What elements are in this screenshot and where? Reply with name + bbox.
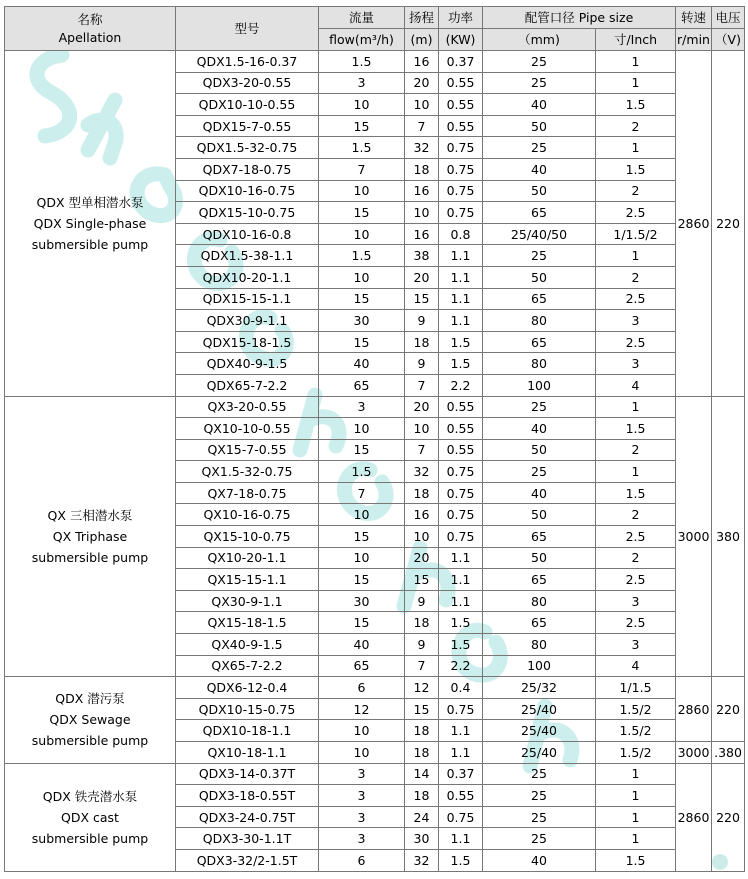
pipe-mm-cell: 25 [483, 806, 596, 828]
head-cell: 30 [405, 828, 439, 850]
flow-cell: 6 [319, 849, 405, 871]
head-cell: 18 [405, 331, 439, 353]
pipe-inch-cell: 2.5 [596, 288, 676, 310]
model-cell: QX1.5-32-0.75 [176, 461, 319, 483]
head-cell: 16 [405, 180, 439, 202]
model-cell: QX65-7-2.2 [176, 655, 319, 677]
power-cell: 1.1 [439, 569, 483, 591]
power-cell: 0.37 [439, 51, 483, 73]
power-cell: 0.75 [439, 202, 483, 224]
power-cell: 0.75 [439, 504, 483, 526]
flow-cell: 3 [319, 763, 405, 785]
pipe-inch-cell: 2 [596, 504, 676, 526]
group-label-line: QDX 铁壳潜水泵 [42, 788, 138, 804]
head-cell: 20 [405, 266, 439, 288]
head-cell: 10 [405, 526, 439, 548]
model-cell: QDX15-18-1.5 [176, 331, 319, 353]
power-cell: 0.55 [439, 418, 483, 440]
model-cell: QDX10-16-0.75 [176, 180, 319, 202]
model-cell: QX15-10-0.75 [176, 526, 319, 548]
pipe-mm-cell: 25 [483, 785, 596, 807]
voltage-cell: 220 [712, 763, 745, 871]
pipe-mm-cell: 80 [483, 310, 596, 332]
model-cell: QDX15-15-1.1 [176, 288, 319, 310]
power-cell: 0.55 [439, 439, 483, 461]
flow-cell: 6 [319, 677, 405, 699]
flow-cell: 15 [319, 115, 405, 137]
pipe-mm-cell: 50 [483, 547, 596, 569]
pipe-inch-cell: 1.5 [596, 94, 676, 116]
group-label-line: submersible pump [31, 549, 149, 565]
flow-cell: 30 [319, 590, 405, 612]
pipe-inch-cell: 1/1.5/2 [596, 223, 676, 245]
model-cell: QX15-18-1.5 [176, 612, 319, 634]
model-cell: QDX65-7-2.2 [176, 374, 319, 396]
flow-cell: 1.5 [319, 245, 405, 267]
model-cell: QDX3-30-1.1T [176, 828, 319, 850]
pipe-inch-cell: 4 [596, 655, 676, 677]
table-row [5, 51, 745, 73]
speed-cell: 2860 [676, 51, 712, 397]
power-cell: 0.37 [439, 763, 483, 785]
pipe-mm-cell: 65 [483, 526, 596, 548]
model-cell: QDX3-18-0.55T [176, 785, 319, 807]
pipe-inch-cell: 1.5 [596, 158, 676, 180]
pipe-inch-cell: 2.5 [596, 569, 676, 591]
head-cell: 14 [405, 763, 439, 785]
pipe-inch-cell: 1.5/2 [596, 720, 676, 742]
pipe-inch-cell: 1.5 [596, 849, 676, 871]
model-cell: QDX40-9-1.5 [176, 353, 319, 375]
head-cell: 20 [405, 72, 439, 94]
pipe-mm-cell: 25/40/50 [483, 223, 596, 245]
pipe-inch-cell: 4 [596, 374, 676, 396]
group-label-line: submersible pump [31, 733, 149, 749]
group-label-line: submersible pump [31, 236, 149, 252]
flow-cell: 15 [319, 288, 405, 310]
pipe-mm-cell: 100 [483, 655, 596, 677]
table-row [5, 763, 745, 785]
power-cell: 1.5 [439, 353, 483, 375]
pipe-mm-cell: 25 [483, 72, 596, 94]
flow-unit: flow(m³/h) [319, 29, 405, 51]
power-cell: 1.1 [439, 310, 483, 332]
flow-cell: 30 [319, 310, 405, 332]
pipe-inch-cell: 2 [596, 115, 676, 137]
head-cell: 15 [405, 569, 439, 591]
model-cell: QDX3-20-0.55 [176, 72, 319, 94]
pipe-mm-cell: 50 [483, 115, 596, 137]
pipe-mm-cell: 50 [483, 180, 596, 202]
power-cell: 1.5 [439, 331, 483, 353]
pipe-inch-cell: 1 [596, 137, 676, 159]
head-cell: 12 [405, 677, 439, 699]
speed-cell: 3000 [676, 396, 712, 677]
pipe-mm-cell: 40 [483, 849, 596, 871]
head-cell: 32 [405, 137, 439, 159]
pipe-inch-unit: 寸/Inch [596, 29, 676, 51]
model-cell: QDX10-18-1.1 [176, 720, 319, 742]
pipe-mm-cell: 25 [483, 245, 596, 267]
model-cell: QX3-20-0.55 [176, 396, 319, 418]
power-cell: 0.55 [439, 396, 483, 418]
power-cell: 0.75 [439, 698, 483, 720]
power-cell: 1.1 [439, 288, 483, 310]
head-cell: 18 [405, 482, 439, 504]
pipe-mm-cell: 25/40 [483, 720, 596, 742]
pipe-inch-cell: 2.5 [596, 526, 676, 548]
power-cell: 0.4 [439, 677, 483, 699]
head-cell: 10 [405, 418, 439, 440]
flow-cell: 10 [319, 180, 405, 202]
pipe-mm-cell: 40 [483, 158, 596, 180]
power-cell: 0.55 [439, 785, 483, 807]
power-cell: 2.2 [439, 655, 483, 677]
flow-cell: 3 [319, 828, 405, 850]
head-cell: 20 [405, 547, 439, 569]
model-header: 型号 [176, 7, 319, 51]
head-cell: 15 [405, 288, 439, 310]
flow-cell: 40 [319, 634, 405, 656]
power-cell: 2.2 [439, 374, 483, 396]
speed-unit: r/min [676, 29, 712, 51]
model-cell: QDX3-24-0.75T [176, 806, 319, 828]
flow-cell: 15 [319, 612, 405, 634]
power-header: 功率 [439, 7, 483, 29]
model-cell: QDX6-12-0.4 [176, 677, 319, 699]
power-cell: 0.75 [439, 482, 483, 504]
apellation-cn: 名称 [77, 11, 103, 27]
speed-header: 转速 [676, 7, 712, 29]
pipe-inch-cell: 2 [596, 266, 676, 288]
power-cell: 0.75 [439, 526, 483, 548]
model-cell: QX10-16-0.75 [176, 504, 319, 526]
pipe-inch-cell: 1 [596, 806, 676, 828]
voltage-unit: （V) [712, 29, 745, 51]
pipe-mm-cell: 65 [483, 612, 596, 634]
pipe-inch-cell: 1 [596, 828, 676, 850]
group-label [5, 51, 176, 397]
group-label-line: submersible pump [31, 830, 149, 846]
head-cell: 15 [405, 698, 439, 720]
header-row-1 [5, 7, 745, 29]
flow-cell: 10 [319, 418, 405, 440]
flow-cell: 15 [319, 331, 405, 353]
flow-cell: 40 [319, 353, 405, 375]
pipe-mm-cell: 80 [483, 590, 596, 612]
pipe-mm-cell: 25 [483, 51, 596, 73]
pipe-mm-cell: 65 [483, 569, 596, 591]
pipe-inch-cell: 1 [596, 461, 676, 483]
flow-cell: 65 [319, 655, 405, 677]
power-cell: 1.1 [439, 245, 483, 267]
head-cell: 9 [405, 634, 439, 656]
power-cell: 0.55 [439, 115, 483, 137]
pipe-mm-cell: 65 [483, 202, 596, 224]
power-cell: 1.1 [439, 828, 483, 850]
pipe-inch-cell: 1 [596, 51, 676, 73]
model-cell: QDX1.5-32-0.75 [176, 137, 319, 159]
pipe-mm-cell: 50 [483, 504, 596, 526]
pipe-mm-cell: 65 [483, 288, 596, 310]
pipe-inch-cell: 2.5 [596, 331, 676, 353]
head-cell: 10 [405, 202, 439, 224]
table-row [5, 396, 745, 418]
pipe-mm-cell: 50 [483, 266, 596, 288]
power-cell: 0.75 [439, 806, 483, 828]
model-cell: QDX10-15-0.75 [176, 698, 319, 720]
model-cell: QDX7-18-0.75 [176, 158, 319, 180]
head-cell: 32 [405, 461, 439, 483]
pipe-inch-cell: 2 [596, 180, 676, 202]
flow-header: 流量 [319, 7, 405, 29]
table-body [5, 51, 745, 872]
power-cell: 0.8 [439, 223, 483, 245]
pipe-inch-cell: 2.5 [596, 202, 676, 224]
pipe-inch-cell: 1 [596, 396, 676, 418]
pipe-mm-cell: 65 [483, 331, 596, 353]
pipe-mm-cell: 25 [483, 828, 596, 850]
group-label [5, 763, 176, 871]
power-cell: 1.1 [439, 720, 483, 742]
group-label-line: QX Triphase [52, 528, 128, 544]
flow-cell: 10 [319, 223, 405, 245]
pipe-inch-cell: 1 [596, 245, 676, 267]
model-cell: QDX15-7-0.55 [176, 115, 319, 137]
head-cell: 18 [405, 158, 439, 180]
power-cell: 0.75 [439, 137, 483, 159]
head-cell: 20 [405, 396, 439, 418]
flow-cell: 1.5 [319, 137, 405, 159]
pipe-inch-cell: 1 [596, 785, 676, 807]
pipe-inch-cell: 1 [596, 72, 676, 94]
power-cell: 1.5 [439, 849, 483, 871]
voltage-cell: 220 [712, 677, 745, 742]
pipe-inch-cell: 1.5 [596, 418, 676, 440]
power-cell: 0.55 [439, 72, 483, 94]
head-cell: 18 [405, 720, 439, 742]
flow-cell: 1.5 [319, 51, 405, 73]
model-cell: QX30-9-1.1 [176, 590, 319, 612]
pipe-inch-cell: 1 [596, 763, 676, 785]
speed-cell: 2860 [676, 763, 712, 871]
group-label-line: QDX 潜污泵 [55, 691, 125, 707]
head-cell: 7 [405, 439, 439, 461]
head-cell: 9 [405, 590, 439, 612]
apellation-header [5, 7, 176, 51]
flow-cell: 12 [319, 698, 405, 720]
flow-cell: 15 [319, 569, 405, 591]
head-cell: 38 [405, 245, 439, 267]
pipe-mm-cell: 25 [483, 137, 596, 159]
speed-cell: 3000 [676, 742, 712, 764]
model-cell: QX7-18-0.75 [176, 482, 319, 504]
pipe-mm-cell: 25 [483, 763, 596, 785]
head-cell: 16 [405, 51, 439, 73]
pipe-inch-cell: 2.5 [596, 612, 676, 634]
model-cell: QDX15-10-0.75 [176, 202, 319, 224]
flow-cell: 3 [319, 72, 405, 94]
power-cell: 1.5 [439, 612, 483, 634]
voltage-header: 电压 [712, 7, 745, 29]
model-cell: QDX1.5-38-1.1 [176, 245, 319, 267]
power-cell: 1.5 [439, 634, 483, 656]
flow-cell: 15 [319, 526, 405, 548]
flow-cell: 10 [319, 266, 405, 288]
pipe-mm-cell: 25/40 [483, 698, 596, 720]
head-cell: 24 [405, 806, 439, 828]
head-cell: 16 [405, 504, 439, 526]
speed-cell: 2860 [676, 677, 712, 742]
head-cell: 18 [405, 785, 439, 807]
pipe-mm-cell: 40 [483, 94, 596, 116]
pipe-mm-cell: 80 [483, 353, 596, 375]
pipe-inch-cell: 2 [596, 547, 676, 569]
group-label-line: QDX Single-phase [33, 215, 147, 231]
pipe-mm-cell: 25/32 [483, 677, 596, 699]
apellation-en: Apellation [58, 29, 122, 45]
table-row [5, 677, 745, 699]
head-cell: 18 [405, 742, 439, 764]
flow-cell: 3 [319, 785, 405, 807]
pipe-inch-cell: 1/1.5 [596, 677, 676, 699]
head-unit: (m) [405, 29, 439, 51]
power-cell: 1.1 [439, 590, 483, 612]
pipe-inch-cell: 1.5/2 [596, 742, 676, 764]
group-label [5, 677, 176, 763]
flow-cell: 7 [319, 482, 405, 504]
group-label-line: QDX Sewage [49, 712, 131, 728]
group-label-line: QDX 型单相潜水泵 [36, 194, 144, 210]
power-cell: 1.1 [439, 547, 483, 569]
model-cell: QDX3-32/2-1.5T [176, 849, 319, 871]
flow-cell: 10 [319, 720, 405, 742]
pump-spec-table [4, 6, 745, 872]
head-cell: 32 [405, 849, 439, 871]
model-cell: QDX30-9-1.1 [176, 310, 319, 332]
head-cell: 16 [405, 223, 439, 245]
pipe-inch-cell: 3 [596, 310, 676, 332]
pipe-inch-cell: 3 [596, 634, 676, 656]
pipe-inch-cell: 1.5 [596, 482, 676, 504]
flow-cell: 3 [319, 806, 405, 828]
power-cell: 1.1 [439, 266, 483, 288]
head-cell: 7 [405, 655, 439, 677]
head-cell: 9 [405, 353, 439, 375]
flow-cell: 7 [319, 158, 405, 180]
pipe-inch-cell: 2 [596, 439, 676, 461]
pipe-mm-cell: 40 [483, 482, 596, 504]
model-cell: QX15-7-0.55 [176, 439, 319, 461]
voltage-cell: 220 [712, 51, 745, 397]
model-cell: QDX10-20-1.1 [176, 266, 319, 288]
voltage-cell: .380 [712, 742, 745, 764]
flow-cell: 10 [319, 94, 405, 116]
pipe-mm-cell: 80 [483, 634, 596, 656]
model-cell: QDX10-10-0.55 [176, 94, 319, 116]
pipe-mm-cell: 25 [483, 396, 596, 418]
model-cell: QX10-18-1.1 [176, 742, 319, 764]
power-cell: 0.75 [439, 461, 483, 483]
flow-cell: 65 [319, 374, 405, 396]
model-cell: QX10-10-0.55 [176, 418, 319, 440]
model-cell: QDX3-14-0.37T [176, 763, 319, 785]
power-cell: 0.75 [439, 158, 483, 180]
pipe-mm-cell: 25 [483, 461, 596, 483]
power-unit: (KW) [439, 29, 483, 51]
pipe-mm-cell: 50 [483, 439, 596, 461]
pipe-mm-cell: 25/40 [483, 742, 596, 764]
head-cell: 7 [405, 374, 439, 396]
pipe-mm-cell: 40 [483, 418, 596, 440]
group-label-line: QDX cast [61, 809, 119, 825]
head-cell: 9 [405, 310, 439, 332]
head-cell: 18 [405, 612, 439, 634]
power-cell: 0.55 [439, 94, 483, 116]
model-cell: QX10-20-1.1 [176, 547, 319, 569]
voltage-cell: 380 [712, 396, 745, 677]
flow-cell: 10 [319, 547, 405, 569]
model-cell: QDX10-16-0.8 [176, 223, 319, 245]
pipe-mm-unit: （mm) [483, 29, 596, 51]
head-header: 扬程 [405, 7, 439, 29]
flow-cell: 10 [319, 742, 405, 764]
flow-cell: 15 [319, 202, 405, 224]
model-cell: QX15-15-1.1 [176, 569, 319, 591]
power-cell: 1.1 [439, 742, 483, 764]
flow-cell: 15 [319, 439, 405, 461]
pipe-size-header: 配管口径 Pipe size [483, 7, 676, 29]
flow-cell: 1.5 [319, 461, 405, 483]
group-label-line: QX 三相潜水泵 [47, 507, 133, 523]
pipe-mm-cell: 100 [483, 374, 596, 396]
model-cell: QX40-9-1.5 [176, 634, 319, 656]
flow-cell: 10 [319, 504, 405, 526]
pipe-inch-cell: 1.5/2 [596, 698, 676, 720]
flow-cell: 3 [319, 396, 405, 418]
head-cell: 7 [405, 115, 439, 137]
power-cell: 0.75 [439, 180, 483, 202]
pipe-inch-cell: 3 [596, 590, 676, 612]
model-cell: QDX1.5-16-0.37 [176, 51, 319, 73]
head-cell: 10 [405, 94, 439, 116]
group-label [5, 396, 176, 677]
pipe-inch-cell: 3 [596, 353, 676, 375]
